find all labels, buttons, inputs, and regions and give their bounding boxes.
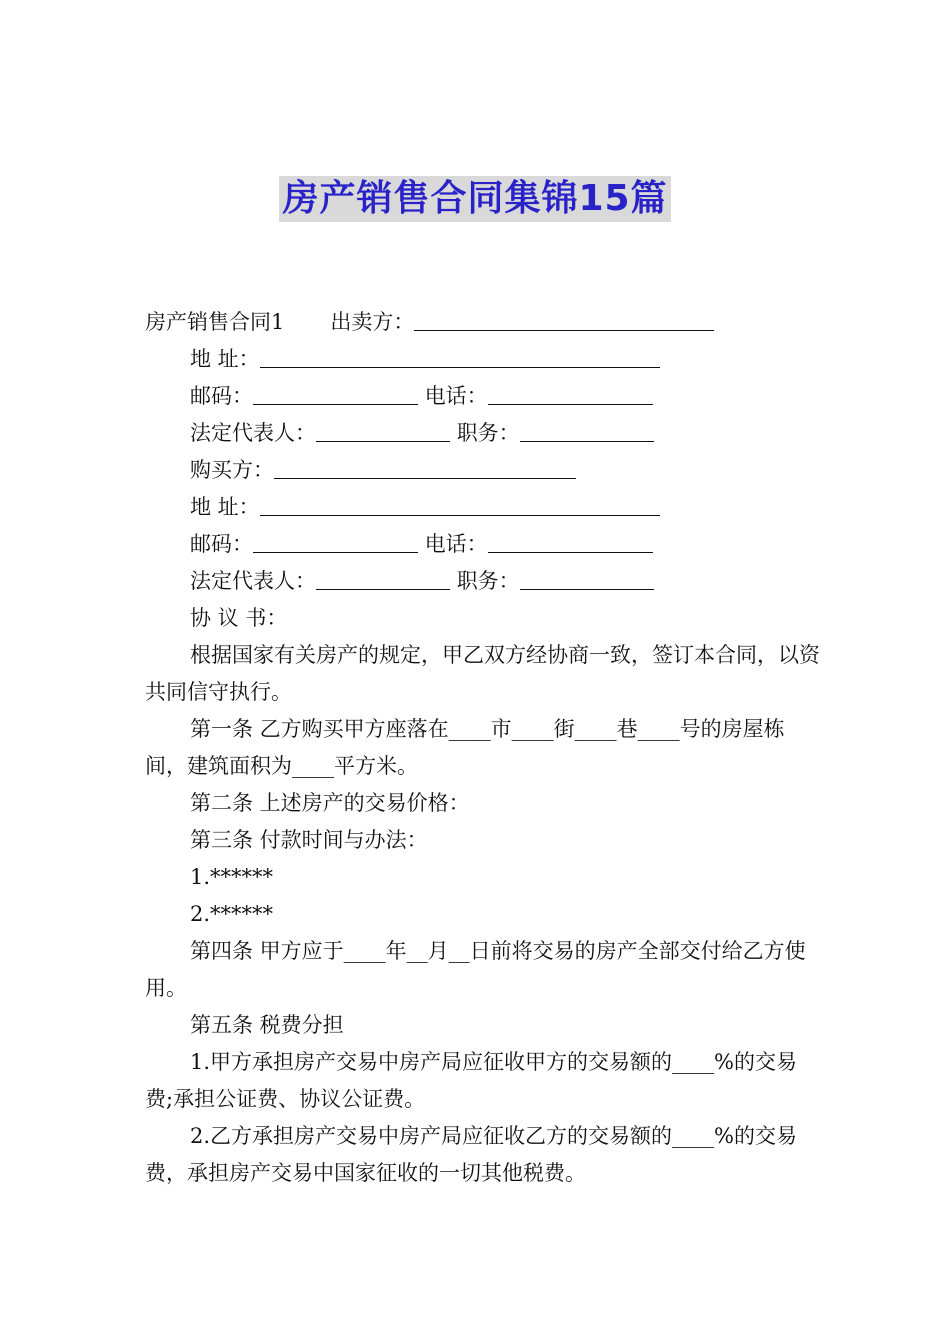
address-label: 地 址：	[190, 347, 260, 371]
phone-label: 电话：	[424, 532, 488, 556]
zip-label: 邮码：	[190, 384, 253, 408]
document-title: 房产销售合同集锦15篇	[279, 176, 670, 222]
seller-rep-blank	[316, 419, 450, 442]
address-label: 地 址：	[190, 495, 260, 519]
seller-rep-line	[145, 415, 825, 452]
buyer-address-line	[145, 489, 825, 526]
agreement-label: 协 议 书：	[190, 606, 288, 630]
article-4: 第四条 甲方应于____年__月__日前将交易的房产全部交付给乙方使用。	[145, 939, 806, 1000]
article-1: 第一条 乙方购买甲方座落在____市____街____巷____号的房屋栋 间，建筑面积为____平方米。	[145, 717, 785, 778]
seller-phone-blank	[488, 382, 653, 405]
document-body	[145, 304, 825, 1192]
buyer-rep-blank	[316, 567, 450, 590]
seller-label: 出卖方：	[330, 310, 415, 334]
article-5-item-2: 2.乙方承担房产交易中房产局应征收乙方的交易额的____%的交易费，承担房产交易中国家征收的一切其他税费。	[145, 1124, 797, 1185]
position-label: 职务：	[456, 421, 520, 445]
phone-label: 电话：	[424, 384, 488, 408]
seller-line	[145, 304, 825, 341]
seller-blank	[414, 308, 714, 331]
buyer-blank	[274, 456, 576, 479]
seller-position-blank	[520, 419, 654, 442]
buyer-phone-blank	[488, 530, 653, 553]
article-3-item-2: 2.******	[190, 902, 274, 926]
article-5-item-1: 1.甲方承担房产交易中房产局应征收甲方的交易额的____%的交易费;承担公证费、协议公证费。	[145, 1050, 797, 1111]
article-3: 第三条 付款时间与办法：	[190, 828, 428, 852]
contract-heading: 房产销售合同1	[145, 310, 285, 334]
seller-address-line	[145, 341, 825, 378]
buyer-address-blank	[260, 493, 660, 516]
article-2: 第二条 上述房产的交易价格：	[190, 791, 470, 815]
rep-label: 法定代表人：	[190, 569, 316, 593]
seller-address-blank	[260, 345, 660, 368]
buyer-rep-line	[145, 563, 825, 600]
article-3-item-1: 1.******	[190, 865, 274, 889]
buyer-zip-phone-line	[145, 526, 825, 563]
buyer-position-blank	[520, 567, 654, 590]
article-5: 第五条 税费分担	[190, 1013, 344, 1037]
buyer-label: 购买方：	[190, 458, 274, 482]
intro-paragraph: 根据国家有关房产的规定，甲乙双方经协商一致，签订本合同，以资共同信守执行。	[145, 643, 820, 704]
seller-zip-blank	[253, 382, 418, 405]
seller-zip-phone-line	[145, 378, 825, 415]
buyer-line	[145, 452, 825, 489]
buyer-zip-blank	[253, 530, 418, 553]
position-label: 职务：	[456, 569, 520, 593]
zip-label: 邮码：	[190, 532, 253, 556]
rep-label: 法定代表人：	[190, 421, 316, 445]
title-container	[0, 176, 950, 222]
